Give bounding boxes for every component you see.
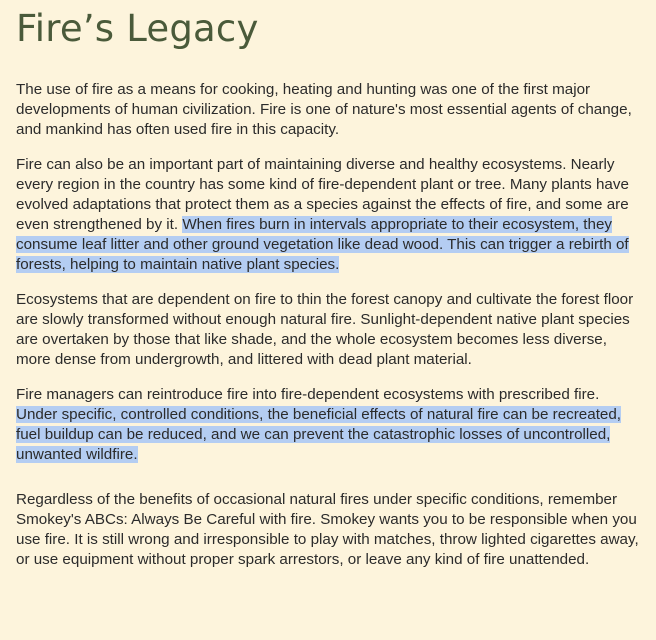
paragraph-5[interactable]: Regardless of the benefits of occasional natural fires under specific conditions, remember Smokey's ABCs: Always Be Careful with fire. Smokey wants you to be responsible when you use fire. It is still wrong and irresponsible to play with matches, throw lighted cigarettes away, or use equipment without proper spark arrestors, or leave any kind of fire unattended. [16, 491, 639, 568]
paragraph-2-selected-text[interactable]: When fires burn in intervals appropriate to their ecosystem, they consume leaf litter and other ground vegetation like dead wood. This can trigger a rebirth of forests, helping to maintain native plant species. [16, 216, 629, 273]
page-title: Fire’s Legacy [16, 7, 259, 50]
paragraph-4-text[interactable]: Fire managers can reintroduce fire into fire-dependent ecosystems with prescribed fire. [16, 386, 600, 403]
paragraph-2[interactable] [16, 155, 640, 275]
paragraph-1[interactable]: The use of fire as a means for cooking, heating and hunting was one of the first major developments of human civilization. Fire is one of nature's most essential agents of change, and mankind has often used fire in this capacity. [16, 81, 632, 138]
paragraph-4[interactable] [16, 385, 640, 465]
paragraph-3[interactable]: Ecosystems that are dependent on fire to thin the forest canopy and cultivate the forest floor are slowly transformed without enough natural fire. Sunlight-dependent native plant species are overtaken by those that like shade, and the whole ecosystem becomes less diverse, more dense from undergrowth, and littered with dead plant material. [16, 291, 634, 368]
paragraph-4-selected-text[interactable]: Under specific, controlled conditions, the beneficial effects of natural fire can be recreated, fuel buildup can be reduced, and we can prevent the catastrophic losses of uncontrolled, unwanted wildfire. [16, 406, 622, 463]
paragraph-2-text[interactable]: Fire can also be an important part of maintaining diverse and healthy ecosystems. Nearly every region in the country has some kind of fire-dependent plant or tree. Many plants have evolved adaptations that protect them as a species against the effects of fire, and some are even strengthened by it. [16, 156, 629, 233]
